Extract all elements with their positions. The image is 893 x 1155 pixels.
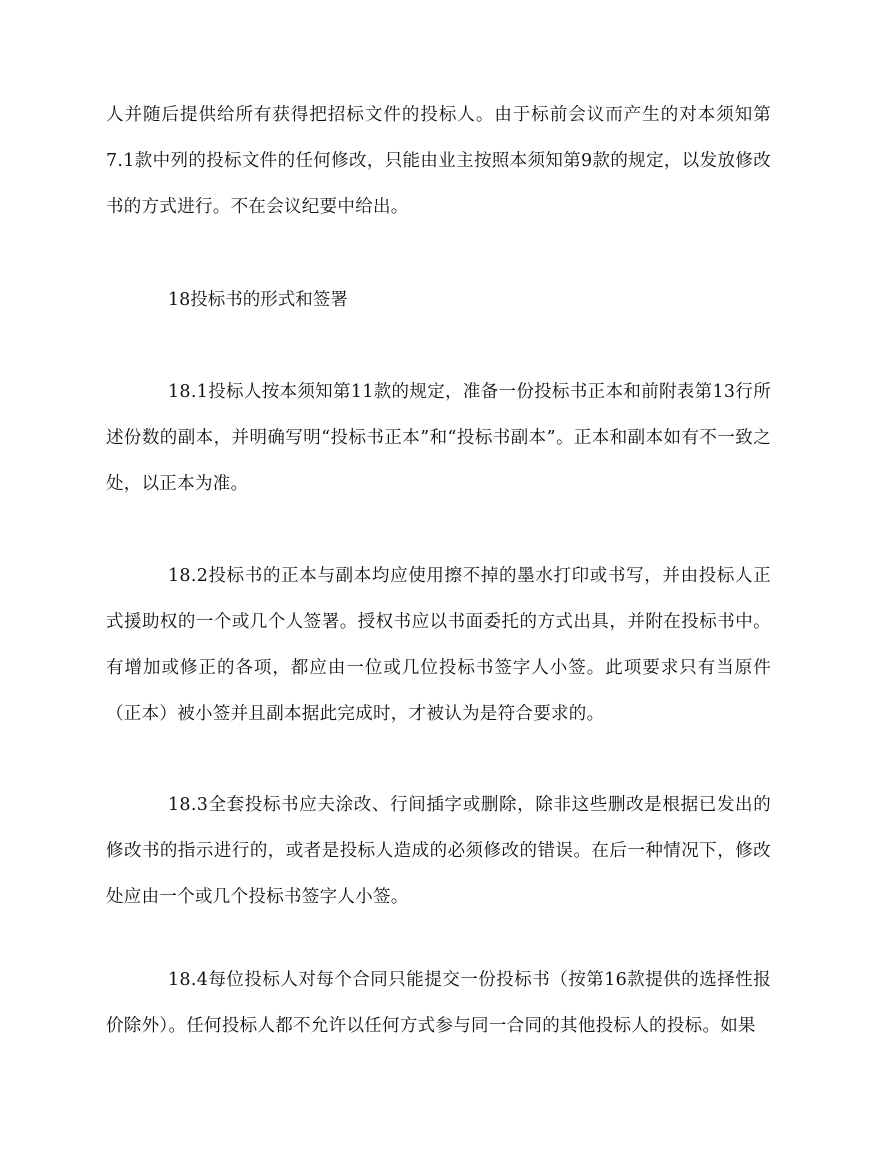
- paragraph-18-4: 18.4每位投标人对每个合同只能提交一份投标书（按第16款提供的选择性报价除外）。任何投标人都不允许以任何方式参与同一合同的其他投标人的投标。如果: [106, 970, 771, 1036]
- paragraph-18-3: 18.3全套投标书应夫涂改、行间插字或删除，除非这些删改是根据已发出的修改书的指示进行的，或者是投标人造成的必须修改的错误。在后一种情况下，修改处应由一个或几个投标书签字人小签。: [106, 795, 771, 907]
- paragraph-18-2: 18.2投标书的正本与副本均应使用擦不掉的墨水打印或书写，并由投标人正式援助权的一个或几个人签署。授权书应以书面委托的方式出具，并附在投标书中。有增加或修正的各项，都应由一位或几位投标书签字人小签。此项要求只有当原件（正本）被小签并且副本据此完成时，才被认为是符合要求的。: [106, 566, 771, 724]
- section-heading-18: 18投标书的形式和签署: [168, 290, 348, 310]
- paragraph-pre-meeting-continuation: 人并随后提供给所有获得把招标文件的投标人。由于标前会议而产生的对本须知第7.1款中列的投标文件的任何修改，只能由业主按照本须知第9款的规定，以发放修改书的方式进行。不在会议纪要中给出。: [106, 105, 771, 217]
- paragraph-18-1: 18.1投标人按本须知第11款的规定，准备一份投标书正本和前附表第13行所述份数的副本，并明确写明“投标书正本”和“投标书副本”。正本和副本如有不一致之处，以正本为准。: [106, 382, 771, 494]
